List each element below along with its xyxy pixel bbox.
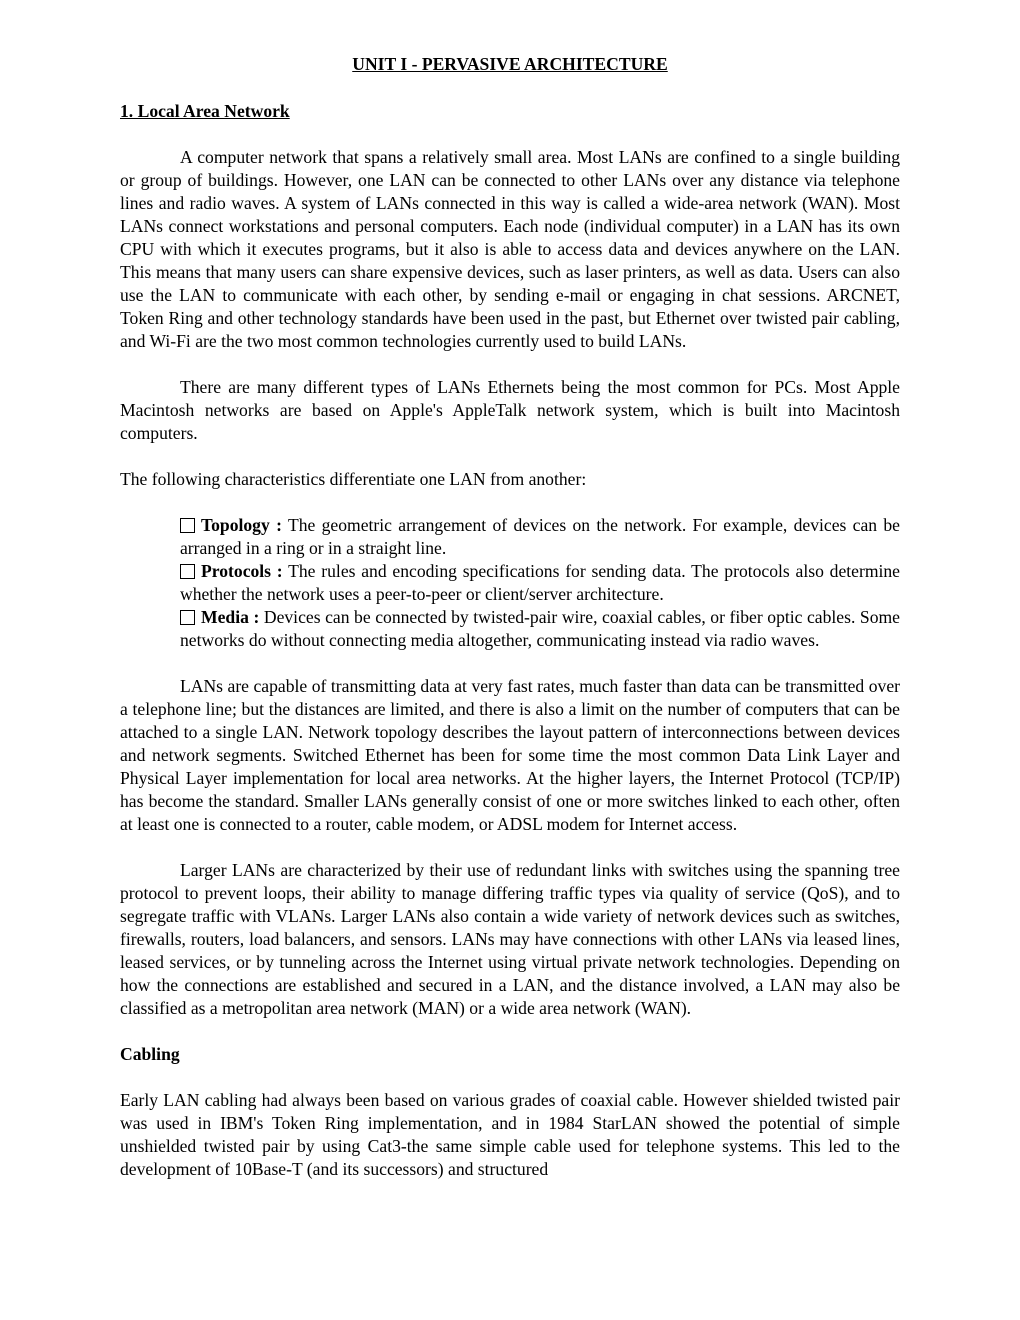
document-page [120,53,900,1204]
section-heading: 1. Local Area Network [120,101,290,121]
paragraph-lan-types: There are many different types of LANs Ethernets being the most common for PCs. Most Apple Macintosh networks are based on Apple's AppleTalk network system, which is built into Macintosh computers. [120,377,900,443]
list-item [180,514,900,560]
bullet-term: Media : [201,607,260,627]
bullet-term: Protocols : [201,561,283,581]
list-item [180,560,900,606]
bullet-text: The geometric arrangement of devices on the network. For example, devices can be arranged in a ring or in a straight line. [180,515,900,558]
checkbox-bullet-icon [180,610,195,625]
paragraph-larger-lans: Larger LANs are characterized by their use of redundant links with switches using the spanning tree protocol to prevent loops, their ability to manage differing traffic types via quality of service (QoS), and to segregate traffic with VLANs. Larger LANs also contain a wide variety of network devices such as switches, firewalls, routers, load balancers, and sensors. LANs may have connections with other LANs via leased lines, leased services, or by tunneling across the Internet using virtual private network technologies. Depending on how the connections are established and secured in a LAN, and the distance involved, a LAN may also be classified as a metropolitan area network (MAN) or a wide area network (WAN). [120,860,900,1018]
page-title: UNIT I - PERVASIVE ARCHITECTURE [352,54,668,74]
bullet-text: The rules and encoding specifications for sending data. The protocols also determine whether the network uses a peer-to-peer or client/server architecture. [180,561,900,604]
checkbox-bullet-icon [180,518,195,533]
bullet-text: Devices can be connected by twisted-pair wire, coaxial cables, or fiber optic cables. Some networks do without connecting media altogether, communicating instead via radio waves. [180,607,900,650]
paragraph-characteristics-intro: The following characteristics differentiate one LAN from another: [120,469,587,489]
paragraph-transmission: LANs are capable of transmitting data at very fast rates, much faster than data can be transmitted over a telephone line; but the distances are limited, and there is also a limit on the number of computers that can be attached to a single LAN. Network topology describes the layout pattern of interconnections between devices and network segments. Switched Ethernet has been for some time the most common Data Link Layer and Physical Layer implementation for local area networks. At the higher layers, the Internet Protocol (TCP/IP) has become the standard. Smaller LANs generally consist of one or more switches linked to each other, often at least one is connected to a router, cable modem, or ADSL modem for Internet access. [120,676,900,834]
characteristics-list [180,514,900,652]
subheading-cabling: Cabling [120,1044,180,1064]
checkbox-bullet-icon [180,564,195,579]
bullet-term: Topology : [201,515,282,535]
paragraph-intro: A computer network that spans a relatively small area. Most LANs are confined to a single building or group of buildings. However, one LAN can be connected to other LANs over any distance via telephone lines and radio waves. A system of LANs connected in this way is called a wide-area network (WAN). Most LANs connect workstations and personal computers. Each node (individual computer) in a LAN has its own CPU with which it executes programs, but it also is able to access data and devices anywhere on the LAN. This means that many users can share expensive devices, such as laser printers, as well as data. Users can also use the LAN to communicate with each other, by sending e-mail or engaging in chat sessions. ARCNET, Token Ring and other technology standards have been used in the past, but Ethernet over twisted pair cabling, and Wi-Fi are the two most common technologies currently used to build LANs. [120,147,900,351]
paragraph-cabling: Early LAN cabling had always been based on various grades of coaxial cable. However shielded twisted pair was used in IBM's Token Ring implementation, and in 1984 StarLAN showed the potential of simple unshielded twisted pair by using Cat3-the same simple cable used for telephone systems. This led to the development of 10Base-T (and its successors) and structured [120,1090,900,1179]
list-item [180,606,900,652]
